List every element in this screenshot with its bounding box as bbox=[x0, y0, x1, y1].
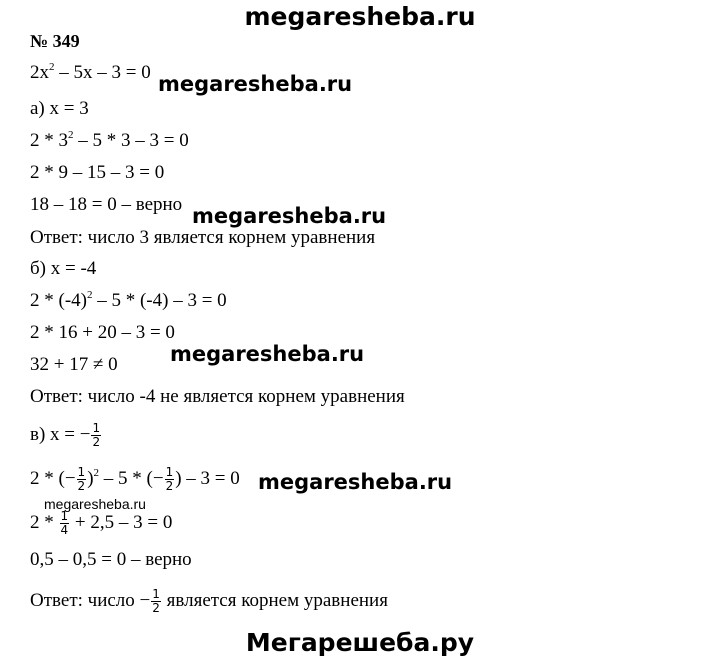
part-b-step-1: $2 * (-4)^2 - 5 * (-4) - 3 = 0$ bbox=[30, 288, 227, 311]
part-a-step-1: $2 * 3^2 - 5 * 3 - 3 = 0$ bbox=[30, 128, 189, 151]
fraction: $\frac{1}{4}$ bbox=[60, 509, 69, 537]
watermark-inline: megaresheba.ru bbox=[158, 72, 353, 96]
watermark-inline: megaresheba.ru bbox=[192, 204, 387, 228]
part-c-label: в) x = − $\frac{1}{2}$ bbox=[30, 421, 101, 449]
fraction: $\frac{1}{2}$ bbox=[152, 587, 160, 615]
part-b-label: б) x = -4 bbox=[30, 258, 97, 279]
part-b-answer: Ответ: число -4 не является корнем уравнения bbox=[30, 386, 405, 407]
watermark-top: megaresheba.ru bbox=[244, 2, 476, 31]
watermark-inline: megaresheba.ru bbox=[258, 470, 453, 494]
part-a-label: а) x = 3 bbox=[30, 98, 89, 119]
part-c-answer: Ответ: число − $\frac{1}{2}$ является корнем уравнения bbox=[30, 587, 388, 615]
fraction: $\frac{1}{2}$ bbox=[77, 465, 86, 493]
watermark-bottom: Мегарешеба.ру bbox=[245, 628, 475, 657]
watermark-inline: megaresheba.ru bbox=[170, 342, 365, 366]
watermark-small: megaresheba.ru bbox=[44, 496, 146, 512]
problem-number: № 349 bbox=[30, 31, 80, 51]
part-c-step-1: 2 * (− $\frac{1}{2}$ )$^2$ – 5 * (− $\frac{1}{2}$ ) – 3 = 0 bbox=[30, 465, 240, 493]
part-a-answer: Ответ: число 3 является корнем уравнения bbox=[30, 227, 376, 248]
part-c-step-2: 2 * $\frac{1}{4}$ + 2,5 – 3 = 0 bbox=[30, 509, 173, 537]
fraction: $\frac{1}{2}$ bbox=[165, 465, 174, 493]
equation: $2x^2 - 5x - 3 = 0$ bbox=[30, 60, 151, 83]
part-a-step-2: 2 * 9 – 15 – 3 = 0 bbox=[30, 162, 165, 183]
part-a-step-3: 18 – 18 = 0 – верно bbox=[30, 194, 183, 215]
part-b-step-3: 32 + 17 ≠ 0 bbox=[30, 354, 118, 375]
part-c-step-3: 0,5 – 0,5 = 0 – верно bbox=[30, 549, 192, 570]
fraction: $\frac{1}{2}$ bbox=[92, 421, 101, 449]
part-b-step-2: 2 * 16 + 20 – 3 = 0 bbox=[30, 322, 175, 343]
